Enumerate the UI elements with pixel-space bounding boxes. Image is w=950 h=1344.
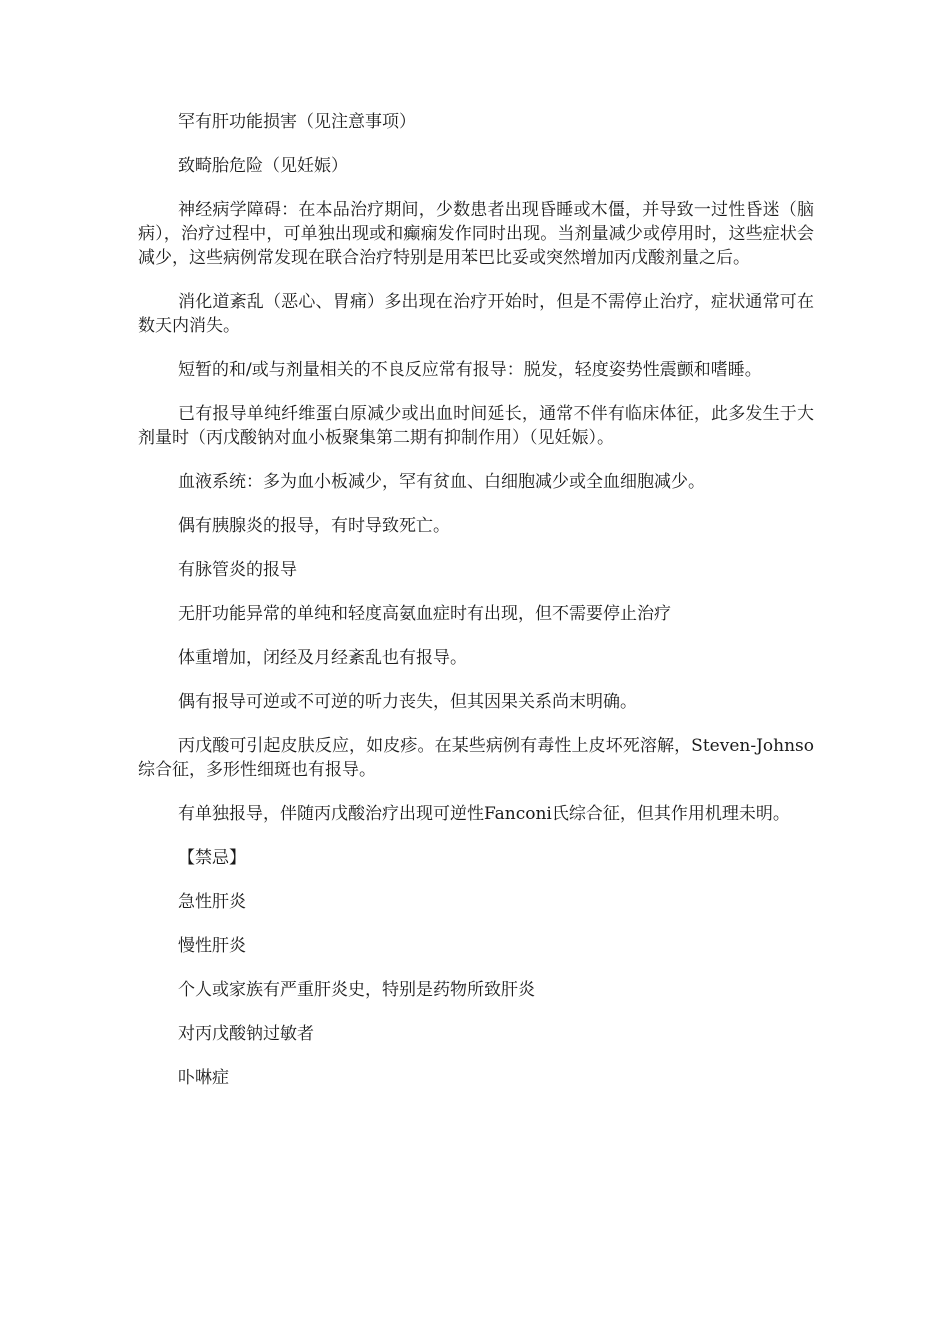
contraindication-acute-hepatitis: 急性肝炎 bbox=[178, 892, 246, 912]
paragraph-vasculitis: 有脉管炎的报导 bbox=[178, 560, 297, 580]
contraindication-chronic-hepatitis: 慢性肝炎 bbox=[178, 936, 246, 956]
paragraph-fibrinogen-reduction: 已有报导单纯纤维蛋白原减少或出血时间延长，通常不伴有临床体征，此多发生于大剂量时（丙戊酸钠对血小板聚集第二期有抑制作用）（见妊娠）。 bbox=[138, 404, 814, 448]
paragraph-pancreatitis: 偶有胰腺炎的报导，有时导致死亡。 bbox=[178, 516, 450, 536]
paragraph-rare-liver-damage: 罕有肝功能损害（见注意事项） bbox=[178, 112, 416, 132]
paragraph-teratogenic-risk: 致畸胎危险（见妊娠） bbox=[178, 156, 348, 176]
paragraph-fanconi-syndrome: 有单独报导，伴随丙戊酸治疗出现可逆性Fanconi氏综合征，但其作用机理未明。 bbox=[178, 804, 790, 824]
paragraph-hyperammonemia: 无肝功能异常的单纯和轻度高氨血症时有出现，但不需要停止治疗 bbox=[178, 604, 671, 624]
paragraph-blood-system: 血液系统：多为血小板减少，罕有贫血、白细胞减少或全血细胞减少。 bbox=[178, 472, 705, 492]
paragraph-skin-reactions: 丙戊酸可引起皮肤反应，如皮疹。在某些病例有毒性上皮坏死溶解，Steven-Johnso综合征，多形性细斑也有报导。 bbox=[138, 736, 814, 780]
document-body bbox=[138, 110, 814, 1110]
contraindication-porphyria: 卟啉症 bbox=[178, 1068, 229, 1088]
paragraph-weight-gain: 体重增加，闭经及月经紊乱也有报导。 bbox=[178, 648, 467, 668]
section-heading-contraindications: 【禁忌】 bbox=[178, 848, 246, 868]
paragraph-neurological-disorders: 神经病学障碍：在本品治疗期间，少数患者出现昏睡或木僵，并导致一过性昏迷（脑病），治疗过程中，可单独出现或和癫痫发作同时出现。当剂量减少或停用时，这些症状会减少，这些病例常发现在联合治疗特别是用苯巴比妥或突然增加丙戊酸剂量之后。 bbox=[138, 200, 814, 268]
contraindication-hepatitis-history: 个人或家族有严重肝炎史，特别是药物所致肝炎 bbox=[178, 980, 535, 1000]
paragraph-transient-effects: 短暂的和/或与剂量相关的不良反应常有报导：脱发，轻度姿势性震颤和嗜睡。 bbox=[178, 360, 762, 380]
paragraph-hearing-loss: 偶有报导可逆或不可逆的听力丧失，但其因果关系尚末明确。 bbox=[178, 692, 637, 712]
contraindication-allergy: 对丙戊酸钠过敏者 bbox=[178, 1024, 314, 1044]
paragraph-digestive-disorders: 消化道紊乱（恶心、胃痛）多出现在治疗开始时，但是不需停止治疗，症状通常可在数天内消失。 bbox=[138, 292, 814, 336]
